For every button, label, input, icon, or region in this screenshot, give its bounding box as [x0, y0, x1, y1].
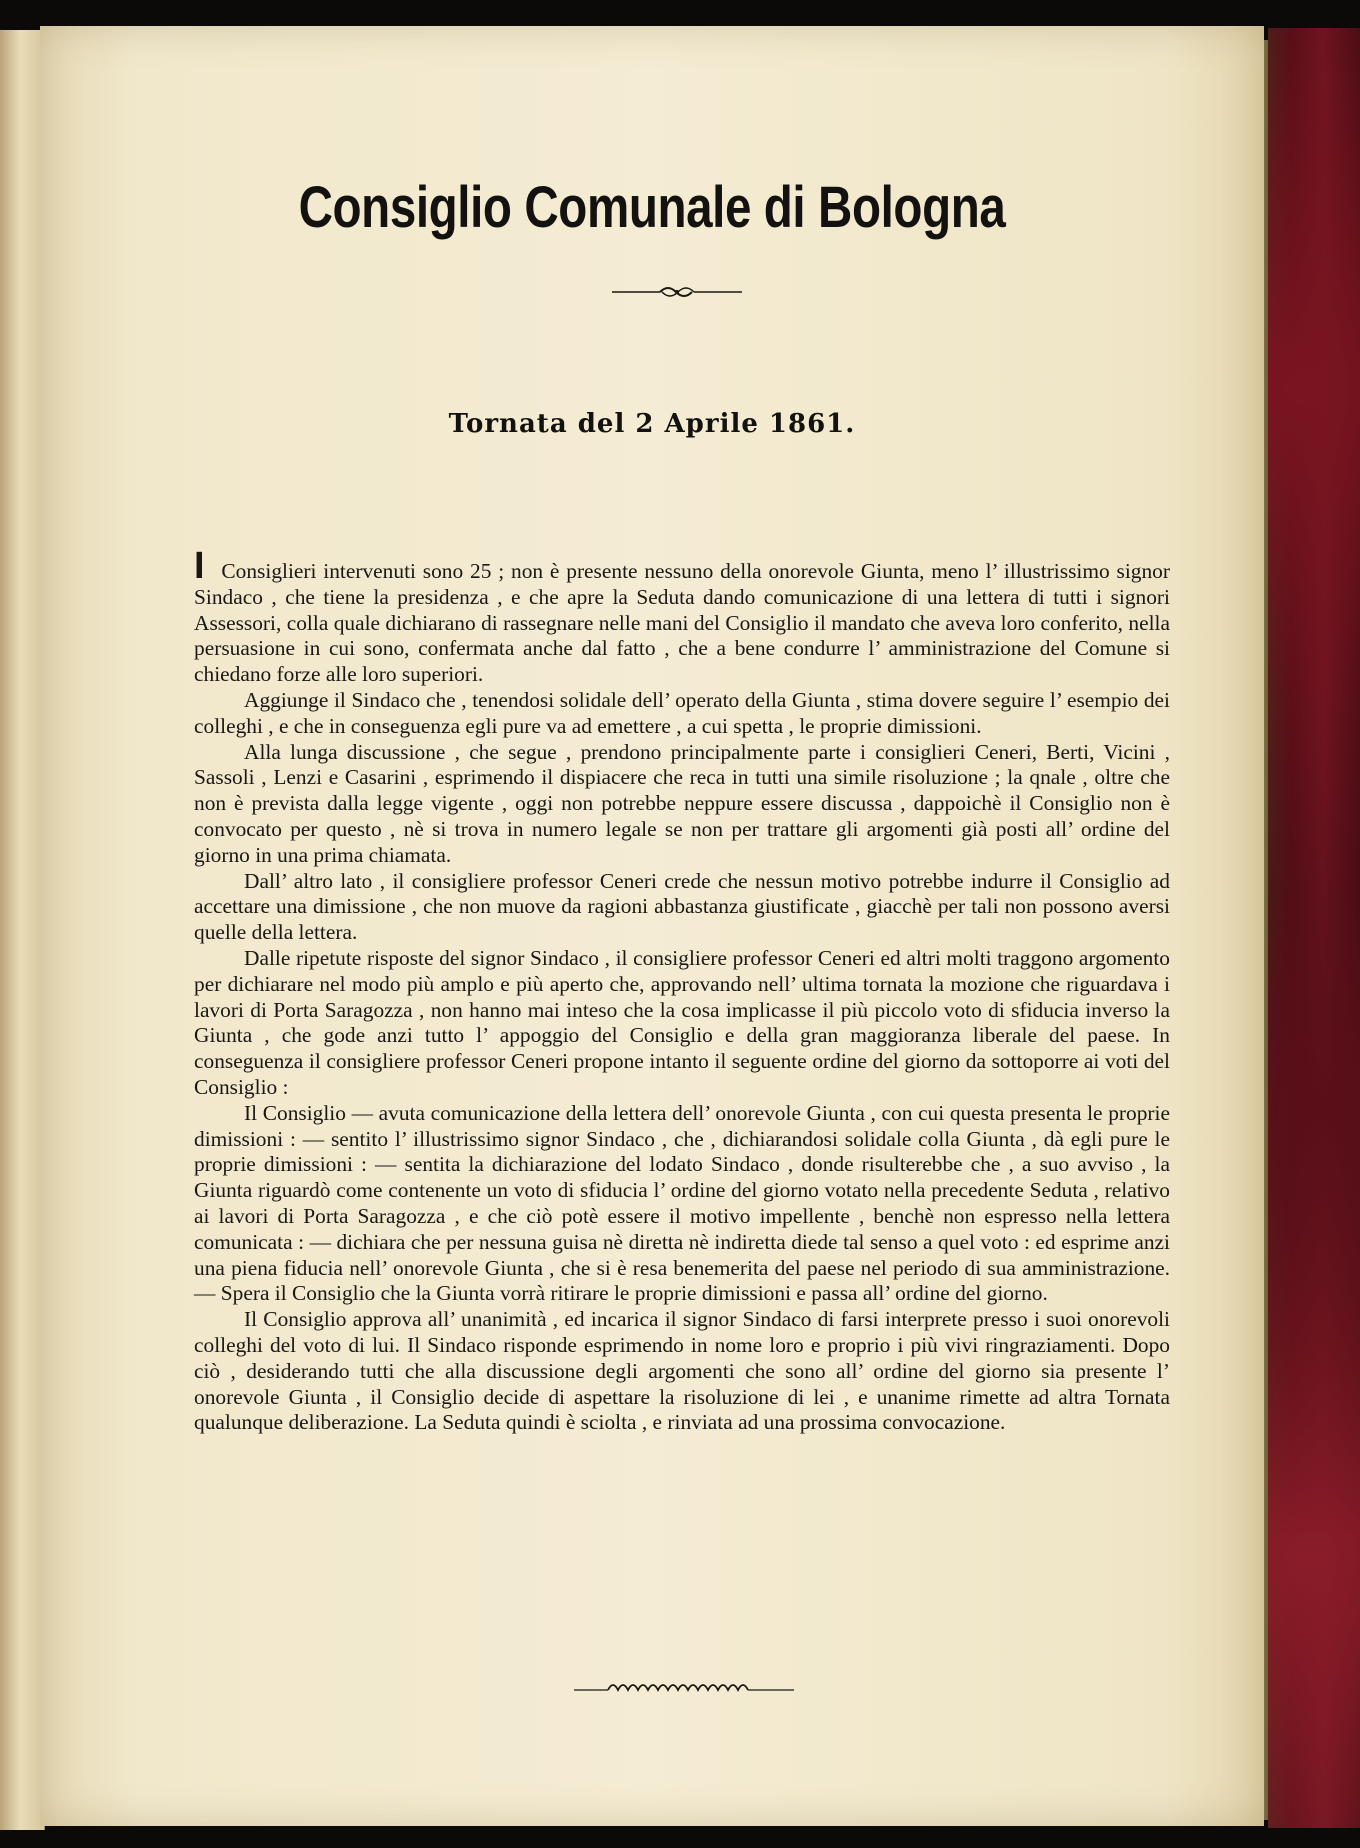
paragraph-5: Dalle ripetute risposte del signor Sindaco , il consigliere professor Ceneri ed altri molti traggono argomento per dichiarare nel modo più amplo e più aperto che, approvando nell’ ultima tornata la mozione che riguardava i lavori di Porta Saragozza , non hanno mai inteso che la cosa implicasse il più piccolo voto di sfiducia inverso la Giunta , che gode anzi tutto l’ appoggio del Consiglio e della gran maggioranza liberale del paese. In conseguenza il consigliere professor Ceneri propone intanto il seguente ordine del giorno da sottoporre ai voti del Consiglio : — [194, 945, 1170, 1099]
paragraph-6: Il Consiglio — avuta comunicazione della lettera dell’ onorevole Giunta , con cui questa presenta le proprie dimissioni : — sentito l’ illustrissimo signor Sindaco , che , dichiarandosi solidale colla Giunta , dà egli pure le proprie dimissioni : — sentita la dichiarazione del lodato Sindaco , donde risulterebbe che , a suo avviso , la Giunta riguardò come contenente un voto di sfiducia l’ ordine del giorno votato nella precedente Seduta , relativo ai lavori di Porta Saragozza , e che ciò potè essere il motivo impellente , benchè non espresso nella lettera comunicata : — dichiara che per nessuna guisa nè diretta nè indiretta diede tal senso a quel voto : ed esprime anzi una piena fiducia nell’ onorevole Giunta , che si è resa benemerita del paese nel periodo di sua amministrazione. — Spera il Consiglio che la Giunta vorrà ritirare le proprie dimissioni e passa all’ ordine del giorno. — [194, 1100, 1170, 1306]
paragraph-7: Il Consiglio approva all’ unanimità , ed incarica il signor Sindaco di farsi interprete presso i suoi onorevoli colleghi del voto di lui. Il Sindaco risponde esprimendo in nome loro e proprio i più vivi ringraziamenti. Dopo ciò , desiderando tutti che alla discussione degli argomenti che sono all’ ordine del giorno sia presente l’ onorevole Giunta , il Consiglio decide di aspettare la risoluzione di lei , e unanime rimette ad altra Tornata qualunque deliberazione. La Seduta quindi è sciolta , e rinviata ad una prossima convocazione. — [194, 1307, 1170, 1435]
paragraph-1 — [194, 545, 1170, 688]
dropcap: I — [194, 545, 205, 587]
paragraph-4: Dall’ altro lato , il consigliere professor Ceneri crede che nessun motivo potrebbe indurre il Consiglio ad accettare una dimissione , che non muove da ragioni abbastanza giustificate , giacchè per tali non possono aversi quelle della lettera. — [194, 868, 1170, 945]
session-heading: Tornata del 2 Aprile 1861. — [448, 409, 856, 439]
body-text — [194, 545, 1170, 1436]
paragraph-text: Consiglieri intervenuti sono 25 ; non è presente nessuno della onorevole Giunta, meno l’ illustrissimo signor Sindaco , che tiene la presidenza , e che apre la Seduta dando comunicazione di una lettera di tutti i signori Assessori, colla quale dichiarano di rassegnare nelle mani del Consiglio il mandato che aveva loro conferito, nella persuasione in cui sono, confermata anche dal fatto , che a bene condurre l’ amministrazione del Comune si chiedano forze alle loro superiori. — [194, 559, 1170, 687]
title-ornament-icon — [612, 282, 742, 302]
page-title: Consiglio Comunale di Bologna — [298, 175, 1006, 240]
paragraph-2: Aggiunge il Sindaco che , tenendosi solidale dell’ operato della Giunta , stima dovere seguire l’ esempio dei colleghi , e che in conseguenza egli pure va ad emettere , a cui spetta , le proprie dimissioni. — [194, 687, 1170, 738]
book-spine-left — [0, 30, 45, 1830]
end-ornament-icon — [574, 1678, 794, 1698]
paragraph-3: Alla lunga discussione , che segue , prendono principalmente parte i consiglieri Ceneri, Berti, Vicini , Sassoli , Lenzi e Casarini , esprimendo il dispiacere che reca in tutti una simile risoluzione ; la qnale , oltre che non è prevista dalla legge vigente , oggi non potrebbe neppure essere discussa , dappoichè il Consiglio non è convocato per questo , nè si trova in numero legale se non per trattare gli argomenti già posti all’ ordine del giorno in una prima chiamata. — [194, 739, 1170, 867]
document-page — [40, 26, 1264, 1826]
book-cover-right — [1268, 28, 1360, 1828]
